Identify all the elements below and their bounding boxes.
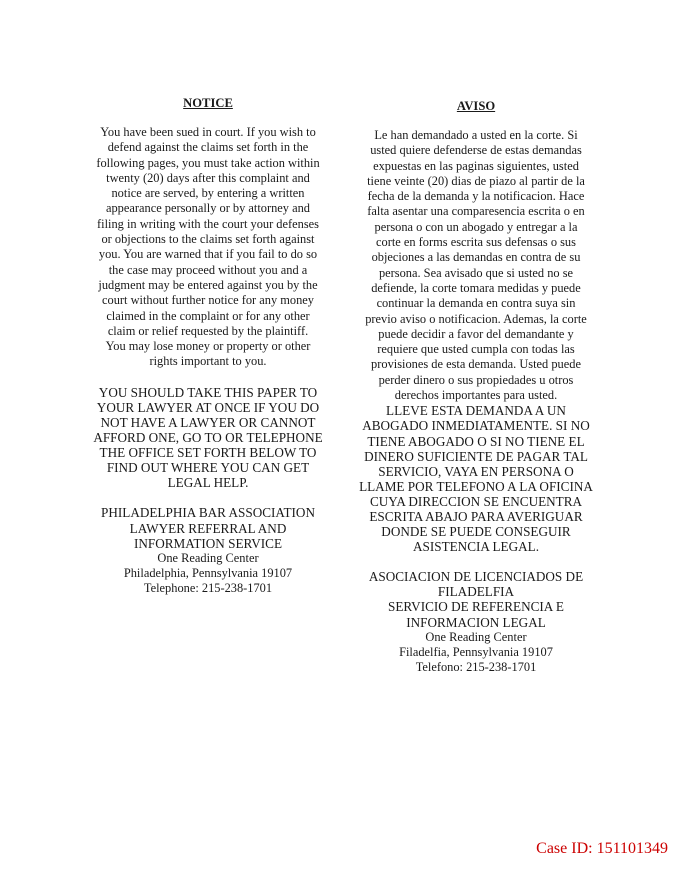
spanish-aviso-column (350, 96, 602, 676)
english-notice-paragraph: You have been sued in court. If you wish to defend against the claims set forth in the following pages, you must take action within twenty (20) days after this complaint and notice are served, by entering a written appearance personally or by attorney and filing in writing with the court your defenses or objections to the claims set forth against you. You are warned that if you fail to do so the case may proceed without you and a judgment may be entered against you by the court without further notice for any money claimed in the complaint or for any other claim or relief requested by the plaintiff. You may lose money or property or other rights important to you. (96, 125, 320, 369)
english-lawyer-instruction: YOU SHOULD TAKE THIS PAPER TO YOUR LAWYER AT ONCE IF YOU DO NOT HAVE A LAWYER OR CANNOT AFFORD ONE, GO TO OR TELEPHONE THE OFFICE SET FORTH BELOW TO FIND OUT WHERE YOU CAN GET LEGAL HELP. (93, 384, 323, 491)
notice-heading: NOTICE (183, 96, 233, 110)
spanish-aviso-paragraph: Le han demandado a usted en la corte. Si usted quiere defenderse de estas demandas expuestas en las paginas siguientes, usted tiene veinte (20) dias de piazo al partir de la fecha de la demanda y la notificacion. Hace falta asentar una comparesencia escrita o en persona o con un abogado y entregar a la corte en forms escrita sus defensas o sus objeciones a las demandas en contra de su persona. Sea avisado que si usted no se defiende, la corte tomara medidas y puede continuar la demanda en contra suya sin previo aviso o notificacion. Ademas, la corte puede decidir a favor del demandante y requiere que usted cumpla con todas las provisiones de esta demanda. Usted puede perder dinero o sus propiedades u otros derechos importantes para usted. (365, 128, 587, 403)
spanish-address-line1: One Reading Center (425, 629, 527, 644)
english-address-line2: Philadelphia, Pennsylvania 19107 (123, 565, 293, 580)
english-address-line1: One Reading Center (157, 550, 259, 565)
aviso-heading: AVISO (456, 99, 496, 113)
english-notice-column (82, 96, 334, 597)
english-org-name: PHILADELPHIA BAR ASSOCIATION LAWYER REFERRAL AND INFORMATION SERVICE (101, 505, 315, 551)
spanish-lawyer-instruction: LLEVE ESTA DEMANDA A UN ABOGADO INMEDIATAMENTE. SI NO TIENE ABOGADO O SI NO TIENE EL DINERO SUFICIENTE DE PAGAR TAL SERVICIO, VAYA EN PERSONA O LLAME POR TELEFONO A LA OFICINA CUYA DIRECCION SE ENCUENTRA ESCRITA ABAJO PARA AVERIGUAR DONDE SE PUEDE CONSEGUIR ASISTENCIA LEGAL. (359, 403, 593, 555)
spanish-org-name: ASOCIACION DE LICENCIADOS DE FILADELFIA SERVICIO DE REFERENCIA E INFORMACION LEGAL (368, 569, 584, 630)
english-telephone: Telephone: 215-238-1701 (143, 581, 273, 596)
spanish-telephone: Telefono: 215-238-1701 (415, 660, 537, 675)
spanish-address-line2: Filadelfia, Pennsylvania 19107 (399, 644, 553, 659)
case-id-label: Case ID: 151101349 (536, 840, 668, 857)
